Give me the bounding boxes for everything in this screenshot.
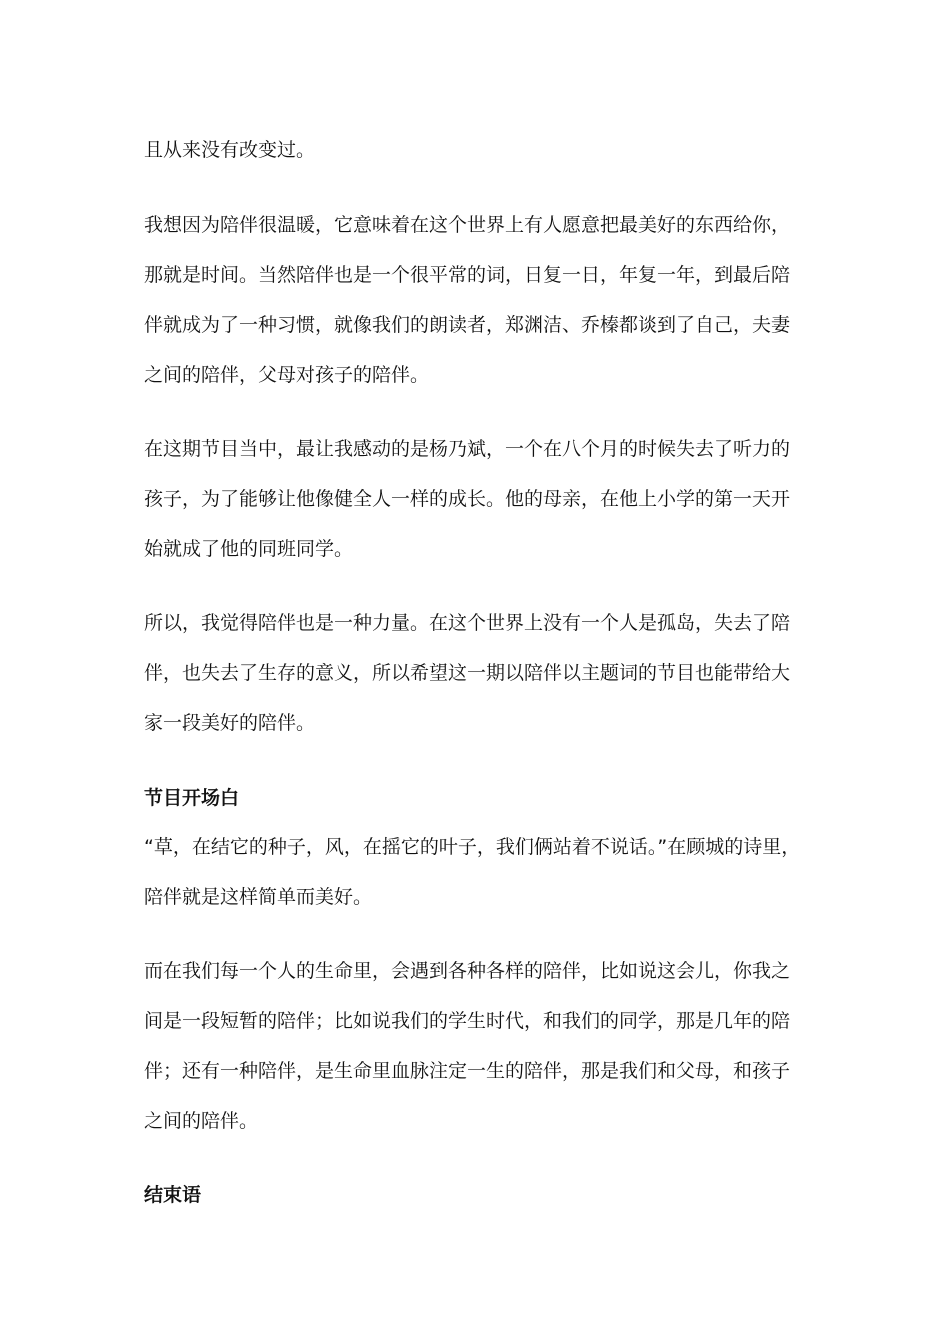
paragraph-line: 伴，也失去了生存的意义，所以希望这一期以陪伴以主题词的节目也能带给大	[144, 662, 791, 684]
paragraph-line: 在这期节目当中，最让我感动的是杨乃斌，一个在八个月的时候失去了听力的	[144, 438, 791, 460]
paragraph-line: 之间的陪伴，父母对孩子的陪伴。	[144, 364, 430, 386]
section-heading: 节目开场白	[144, 787, 240, 809]
paragraph-line: 我想因为陪伴很温暖，它意味着在这个世界上有人愿意把最美好的东西给你，	[144, 214, 791, 236]
paragraph-line: 伴就成为了一种习惯，就像我们的朗读者，郑渊洁、乔榛都谈到了自己，夫妻	[144, 314, 791, 336]
paragraph-line: “草，在结它的种子，风，在摇它的叶子，我们俩站着不说话。”在顾城的诗里，	[144, 836, 801, 858]
paragraph-line: 始就成了他的同班同学。	[144, 538, 354, 560]
paragraph-line: 家一段美好的陪伴。	[144, 712, 316, 734]
paragraph-line: 那就是时间。当然陪伴也是一个很平常的词，日复一日，年复一年，到最后陪	[144, 264, 791, 286]
paragraph-line: 而在我们每一个人的生命里，会遇到各种各样的陪伴，比如说这会儿，你我之	[144, 960, 791, 982]
paragraph-line: 孩子，为了能够让他像健全人一样的成长。他的母亲，在他上小学的第一天开	[144, 488, 791, 510]
paragraph-line: 伴；还有一种陪伴，是生命里血脉注定一生的陪伴，那是我们和父母，和孩子	[144, 1060, 791, 1082]
paragraph-line: 之间的陪伴。	[144, 1110, 259, 1132]
paragraph-line: 所以，我觉得陪伴也是一种力量。在这个世界上没有一个人是孤岛，失去了陪	[144, 612, 791, 634]
paragraph-line: 陪伴就是这样简单而美好。	[144, 886, 373, 908]
paragraph-line: 间是一段短暂的陪伴；比如说我们的学生时代，和我们的同学，那是几年的陪	[144, 1010, 791, 1032]
paragraph-line: 且从来没有改变过。	[144, 139, 316, 161]
section-heading: 结束语	[144, 1184, 202, 1206]
